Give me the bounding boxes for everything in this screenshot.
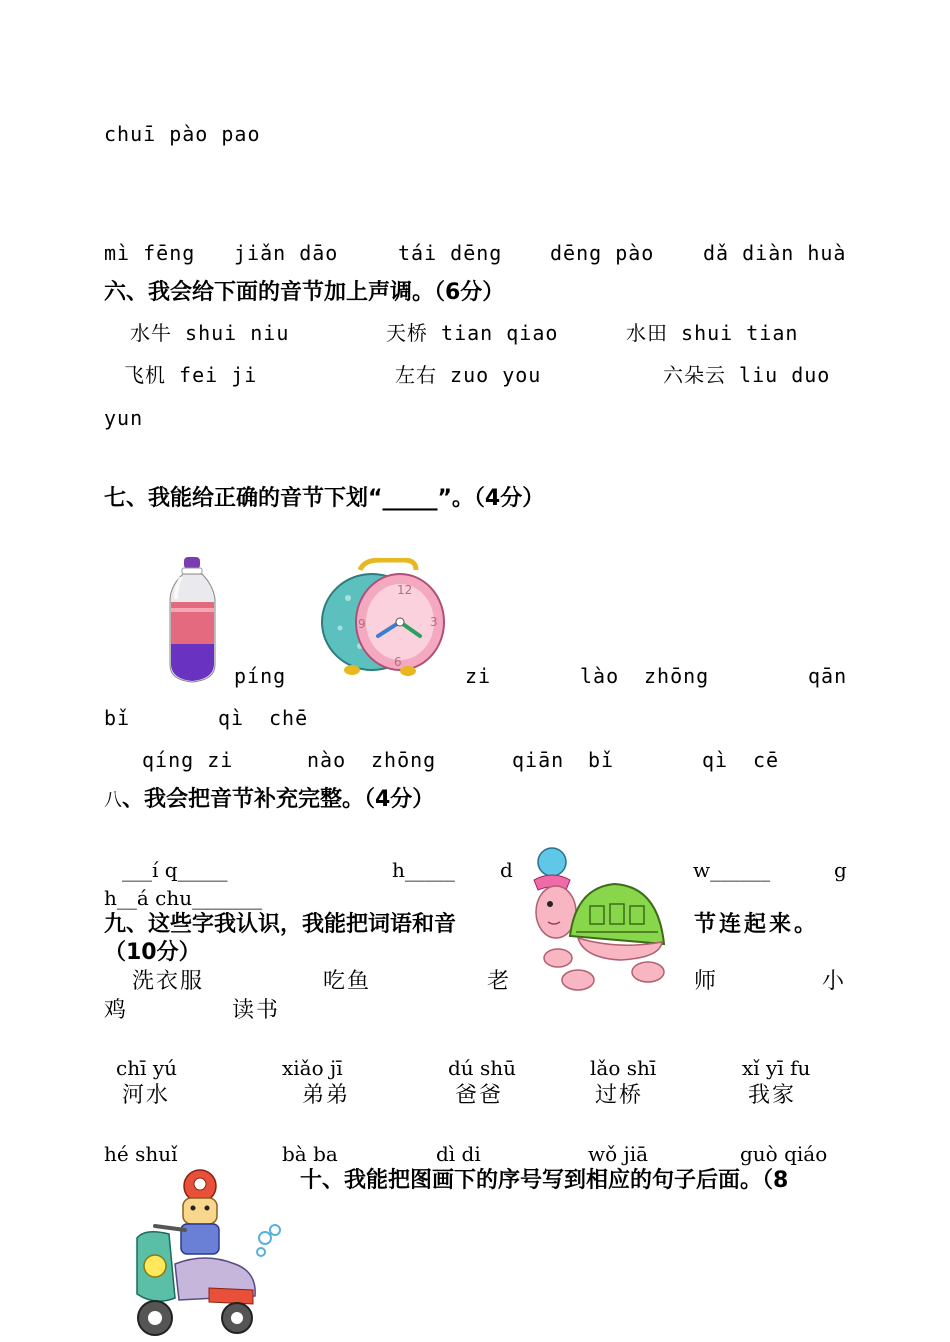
section-8-number: 八 xyxy=(104,790,122,811)
section-10-title: 十、我能把图画下的序号写到相应的句子后面。（8 xyxy=(300,1168,789,1193)
pinyin-word: lǎo shī xyxy=(590,1056,657,1080)
section-7-pinyin: qān xyxy=(808,664,848,688)
hanzi-word: 老 xyxy=(487,969,510,994)
pinyin-word: hé shuǐ xyxy=(104,1142,178,1166)
section-7-pinyin: nào xyxy=(307,748,347,772)
section-7-pinyin: zhōng xyxy=(371,748,437,772)
section-6-item: 左右 zuo you xyxy=(395,363,542,387)
pinyin-chui-pao-pao: chuī pào pao xyxy=(104,122,261,146)
section-7-pinyin: bǐ xyxy=(104,706,131,730)
clock-number: 6 xyxy=(394,655,402,669)
blank-syllable: w______ xyxy=(693,858,771,882)
hanzi-word: 小 xyxy=(822,969,845,994)
section-9-title: 九、这些字我认识，我能把词语和音 xyxy=(104,912,457,937)
section-7-pinyin: chē xyxy=(269,706,309,730)
pinyin-word: jiǎn dāo xyxy=(234,241,339,265)
section-7-pinyin: qì xyxy=(218,706,245,730)
section-7-pinyin: qì xyxy=(702,748,729,772)
section-6-item: yun xyxy=(104,406,144,430)
section-6-item: 六朵云 liu duo xyxy=(663,363,831,387)
hanzi-word: 河水 xyxy=(122,1083,171,1108)
section-7-pinyin: qíng zi xyxy=(142,748,234,772)
hanzi-word: 弟弟 xyxy=(302,1083,351,1108)
pinyin-word: xǐ yī fu xyxy=(742,1056,811,1080)
section-7-title: 七、我能给正确的音节下划“_____”。（4分） xyxy=(104,486,545,511)
section-6-item: 天桥 tian qiao xyxy=(386,321,559,345)
hanzi-word: 我家 xyxy=(748,1083,797,1108)
blank-syllable: h__á chu_______ xyxy=(104,886,263,910)
pinyin-word: dì di xyxy=(436,1142,481,1166)
section-8-title xyxy=(104,789,434,811)
section-7-pinyin: bǐ xyxy=(588,748,615,772)
blank-syllable: h_____ xyxy=(392,858,455,882)
pinyin-word: dēng pào xyxy=(550,241,655,265)
pinyin-word: bà ba xyxy=(282,1142,338,1166)
section-9-score: （10分） xyxy=(104,940,201,965)
pinyin-word: tái dēng xyxy=(398,241,503,265)
blank-syllable: ___í q_____ xyxy=(122,858,228,882)
pinyin-word: mì fēng xyxy=(104,241,196,265)
pinyin-word: chī yú xyxy=(116,1056,178,1080)
blank-syllable: d xyxy=(500,858,513,882)
hanzi-word: 师 xyxy=(694,969,717,994)
section-7-pinyin: píng xyxy=(234,664,287,688)
section-7-pinyin: qiān xyxy=(512,748,565,772)
hanzi-word: 洗衣服 xyxy=(132,969,205,994)
scooter-picture xyxy=(125,1168,285,1340)
section-9-title-end: 节连起来。 xyxy=(694,912,820,937)
section-6-title: 六、我会给下面的音节加上声调。（6分） xyxy=(104,280,505,305)
pinyin-word: xiǎo jī xyxy=(282,1056,343,1080)
pinyin-word: dú shū xyxy=(448,1056,517,1080)
section-8-title-text: 、我会把音节补充完整。（4分） xyxy=(122,787,435,812)
section-6-item: 水牛 shui niu xyxy=(130,321,290,345)
clock-number: 9 xyxy=(358,617,366,631)
section-7-pinyin: zi xyxy=(465,664,492,688)
hanzi-word: 鸡 xyxy=(104,998,127,1023)
section-7-pinyin: zhōng xyxy=(644,664,710,688)
clock-picture xyxy=(320,558,448,676)
blank-syllable: g xyxy=(834,858,847,882)
hanzi-word: 爸爸 xyxy=(455,1083,504,1108)
section-7-pinyin: lào xyxy=(580,664,620,688)
section-6-item: 飞机 fei ji xyxy=(124,363,258,387)
hanzi-word: 读书 xyxy=(232,998,281,1023)
hanzi-word: 吃鱼 xyxy=(323,969,372,994)
section-7-pinyin: cē xyxy=(753,748,780,772)
turtle-picture xyxy=(530,846,670,996)
bottle-picture xyxy=(165,555,220,685)
pinyin-word: dǎ diàn huà xyxy=(703,241,847,265)
hanzi-word: 过桥 xyxy=(595,1083,644,1108)
pinyin-word: wǒ jiā xyxy=(588,1142,649,1166)
clock-number: 12 xyxy=(397,583,413,597)
clock-number: 3 xyxy=(430,615,438,629)
section-6-item: 水田 shui tian xyxy=(626,321,799,345)
pinyin-word: guò qiáo xyxy=(740,1142,828,1166)
